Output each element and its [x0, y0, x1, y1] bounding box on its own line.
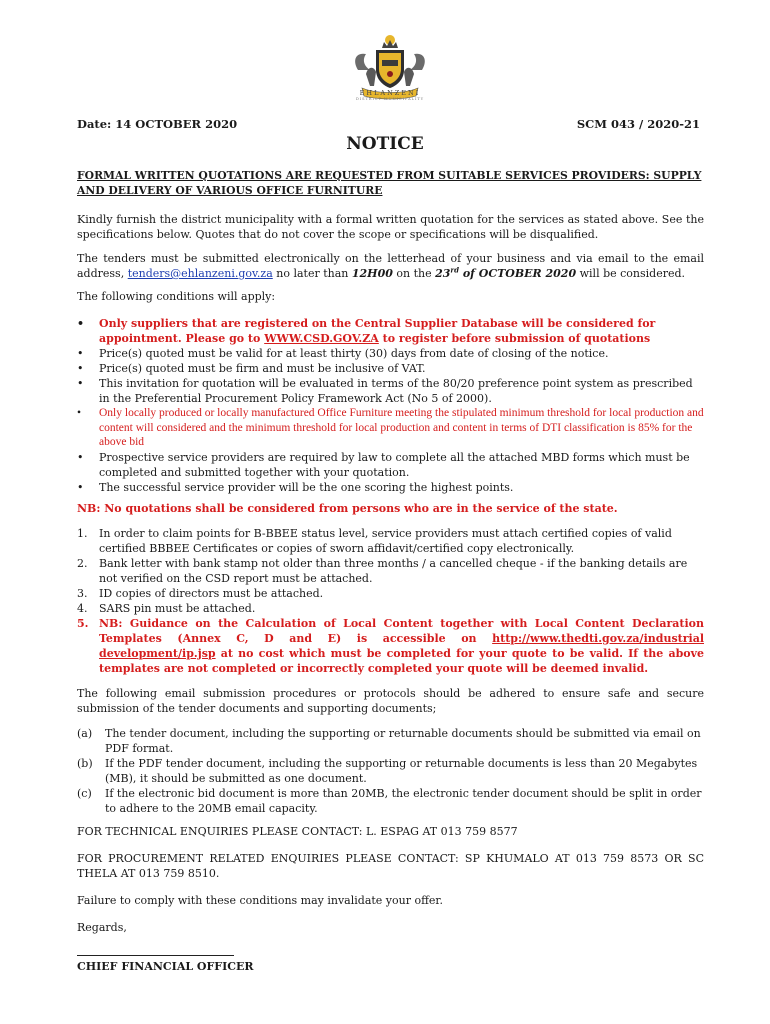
- notice-body: [77, 168, 704, 943]
- conditions-list: [77, 316, 704, 495]
- submission-paragraph: The tenders must be submitted electronically on the letterhead of your business and via email to the email address, tenders@ehlanzeni.gov.za no later than 12H00 on the 23rd of OCTOBER 2020 will be considered.: [77, 252, 704, 280]
- list-item: • This invitation for quotation will be evaluated in terms of the 80/20 preference point system as prescribed in the Preferential Procurement Policy Framework Act (No 5 of 2000).: [77, 376, 704, 406]
- list-item: • The successful service provider will be the one scoring the highest points.: [77, 480, 704, 495]
- technical-contact: FOR TECHNICAL ENQUIRIES PLEASE CONTACT: L. ESPAG AT 013 759 8577: [77, 824, 518, 838]
- logo-wordmark: EHLANZENI: [359, 89, 421, 97]
- requirements-list: [77, 526, 704, 676]
- list-item: • Price(s) quoted must be firm and must be inclusive of VAT.: [77, 361, 704, 376]
- list-item: 4. SARS pin must be attached.: [77, 601, 256, 615]
- reference-number: SCM 043 / 2020-21: [576, 117, 700, 131]
- submission-list: [77, 726, 704, 816]
- procurement-contact: FOR PROCUREMENT RELATED ENQUIRIES PLEASE CONTACT: SP KHUMALO AT 013 759 8573 OR SC THELA AT 013 759 8510.: [77, 851, 704, 880]
- failure-warning: Failure to comply with these conditions may invalidate your offer.: [77, 893, 443, 907]
- list-item: 5. NB: Guidance on the Calculation of Local Content together with Local Content Declaration Templates (Annex C, D and E) is accessible on http://www.thedti.gov.za/industrial development/ip.jsp at no cost which must be completed for your quote to be valid. If the above templates are not completed or incorrectly completed your quote will be deemed invalid.: [77, 616, 704, 675]
- list-item: • Only suppliers that are registered on the Central Supplier Database will be considered for appointment. Please go to WWW.CSD.GOV.ZA to register before submission of quotations: [77, 316, 704, 346]
- list-item: • Price(s) quoted must be valid for at least thirty (30) days from date of closing of the notice.: [77, 346, 704, 361]
- signatory-title: CHIEF FINANCIAL OFFICER: [77, 960, 254, 973]
- list-item: (b) If the PDF tender document, including the supporting or returnable documents is less than 20 Megabytes (MB), it should be submitted as one document.: [77, 756, 698, 785]
- dti-link[interactable]: http://www.thedti.gov.za/industrial development/ip.jsp: [99, 631, 704, 660]
- signature-line: [77, 955, 234, 956]
- regards: Regards,: [77, 920, 127, 934]
- list-item: • Prospective service providers are required by law to complete all the attached MBD forms which must be completed and submitted together with your quotation.: [77, 450, 704, 480]
- notice-heading: FORMAL WRITTEN QUOTATIONS ARE REQUESTED FROM SUITABLE SERVICES PROVIDERS: SUPPLY AND DELIVERY OF VARIOUS OFFICE FURNITURE: [77, 169, 702, 197]
- nb-state-service: NB: No quotations shall be considered from persons who are in the service of the state.: [77, 501, 618, 515]
- email-link[interactable]: tenders@ehlanzeni.gov.za: [127, 267, 273, 280]
- deadline-date: 23rd of OCTOBER 2020: [435, 265, 577, 280]
- list-item: 2. Bank letter with bank stamp not older than three months / a cancelled cheque - if the banking details are not verified on the CSD report must be attached.: [77, 556, 688, 585]
- list-item: (a) The tender document, including the supporting or returnable documents should be submitted via email on PDF format.: [77, 726, 701, 755]
- submission-intro: The following email submission procedures or protocols should be adhered to ensure safe and secure submission of the tender documents and supporting documents;: [77, 686, 704, 715]
- conditions-intro: The following conditions will apply:: [77, 290, 276, 303]
- csd-link[interactable]: WWW.CSD.GOV.ZA: [264, 332, 379, 345]
- intro-paragraph: Kindly furnish the district municipality with a formal written quotation for the services as stated above. See the specifications below. Quotes that do not cover the scope or specifications will be disqualified.: [77, 213, 704, 241]
- list-item: 3. ID copies of directors must be attached.: [77, 586, 324, 600]
- list-item: • Only locally produced or locally manufactured Office Furniture meeting the stipulated minimum threshold for local production and content will considered and the minimum threshold for local production and content in terms of DTI classification is 85% for the above bid: [77, 406, 704, 450]
- list-item: (c) If the electronic bid document is more than 20MB, the electronic tender document should be split in order to adhere to the 20MB email capacity.: [77, 786, 702, 815]
- page-title: NOTICE: [346, 134, 424, 154]
- list-item: 1. In order to claim points for B-BBEE status level, service providers must attach certified copies of valid certified BBBEE Certificates or copies of sworn affidavit/certified copy electronically.: [77, 526, 672, 555]
- deadline-time: 12H00: [351, 267, 393, 280]
- notice-date: Date: 14 OCTOBER 2020: [77, 117, 238, 131]
- logo-subtitle: DISTRICT MUNICIPALITY: [355, 97, 425, 101]
